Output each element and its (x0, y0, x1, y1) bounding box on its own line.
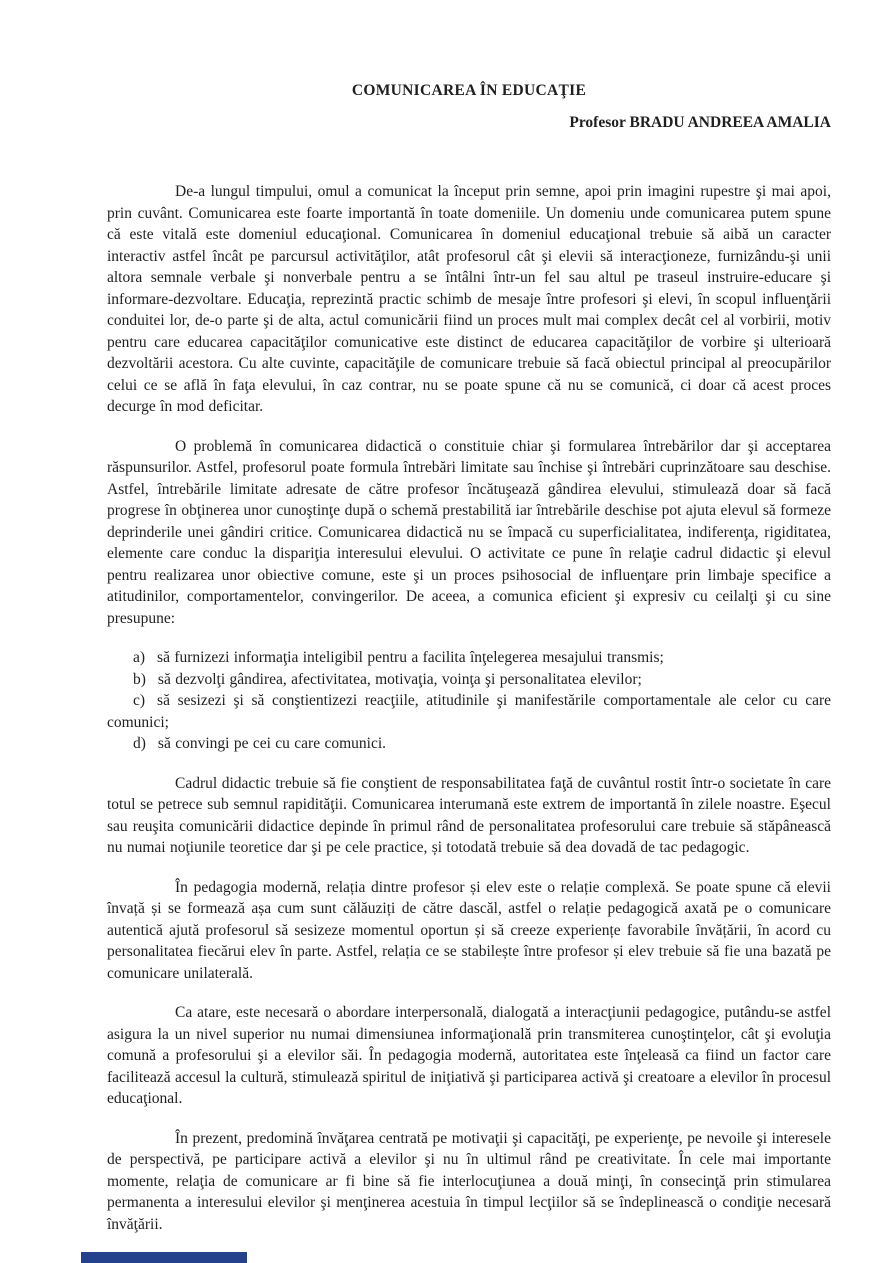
paragraph-present-learning: În prezent, predomină învăţarea centrată pe motivaţii şi capacităţi, pe experienţe, pe nevoile şi interesele de perspectivă, pe participare activă a elevilor şi nu în ultimul rând pe creativitate. În cele mai importante momente, relaţia de comunicare ar fi bine să fie interlocuţiunea a două minţi, în consecinţă prin stimularea permanenta a interesului elevilor şi menţinerea acestuia în timpul lecţiilor să se îndeplinească o condiţie necesară învăţării. (107, 1129, 831, 1233)
paragraph-interpersonal-approach: Ca atare, este necesară o abordare interpersonală, dialogată a interacţiunii pedagogice, putându-se astfel asigura la un nivel superior nu numai dimensiunea informaţională prin transmiterea cunoştinţelor, cât şi evoluţia comună a profesorului şi a elevilor săi. În pedagogia modernă, autoritatea este înţeleasă ca fiind un factor care facilitează accesul la cultură, stimulează spiritul de iniţiativă şi participarea activă şi creatoare a elevilor în procesul educaţional. (107, 1004, 831, 1107)
list-marker-c: c) (133, 692, 146, 709)
list-item-c (107, 690, 831, 733)
document-title: COMUNICAREA ÎN EDUCAŢIE (351, 82, 587, 99)
paragraph-teacher-responsibility: Cadrul didactic trebuie să fie conştient de responsabilitatea faţă de cuvântul rostit într-o societate în care totul se petrece sub semnul rapidităţii. Comunicarea interumană este extrem de importantă în zilele noastre. Eşecul sau reuşita comunicării didactice depinde în primul rând de personalitatea profesorului care trebuie să stăpânească nu numai noţiunile teoretice dar şi pe cele practice, și totodată trebuie să dea dovadă de tac pedagogic. (107, 774, 831, 856)
list-item-d (107, 733, 831, 755)
list-text-d: să convingi pe cei cu care comunici. (157, 735, 387, 752)
list-marker-b: b) (133, 670, 146, 688)
list-marker-a: a) (133, 649, 146, 666)
paragraph-intro-history: De-a lungul timpului, omul a comunicat la început prin semne, apoi prin imagini rupestre şi mai apoi, prin cuvânt. Comunicarea este foarte importantă în toate domeniile. Un domeniu unde comunicarea putem spune că este vitală este domeniul educaţional. Comunicarea în domeniul educaţional trebuie să aibă un caracter interactiv astfel încât pe parcursul activităţilor, atât profesorul cât şi elevii să interacţioneze, furnizându-şi unii altora semnale verbale şi nonverbale pentru a se întâlni într-un fel sau altul pe traseul instruire-educare şi informare-dezvoltare. Educaţia, reprezintă practic schimb de mesaje între profesori şi elevi, în scopul influenţării conduitei lor, de-o parte şi de alta, actul comunicării fiind un proces mult mai complex decât cel al vorbirii, motiv pentru care educarea capacităţilor comunicative este distinct de educarea capacităţilor de vorbire şi ulterioară dezvoltării acestora. Cu alte cuvinte, capacităţile de comunicare trebuie să facă obiectul principal al preocupărilor celui ce se află în faţa elevului, în caz contrar, nu se poate spune că nu se comunică, ci doar că acest proces decurge în mod deficitar. (107, 183, 831, 415)
paragraph-didactic-questions: O problemă în comunicarea didactică o constituie chiar şi formularea întrebărilor dar şi acceptarea răspunsurilor. Astfel, profesorul poate formula întrebări limitate sau închise şi întrebări cuprinzătoare sau deschise. Astfel, întrebările limitate adresate de către profesor încătuşează gândirea elevului, stimulează doar să facă progrese în obţinerea unor cunoştinţe după o schemă prestabilită iar întrebările deschise pot ajuta elevul să formeze deprinderile unei gândiri critice. Comunicarea didactică nu se împacă cu superficialitatea, indiferenţa, rigiditatea, elemente care conduc la dispariţia interesului elevului. O activitate ce pune în relaţie cadrul didactic şi elevul pentru realizarea unor obiective comune, este şi un proces psihosocial de influenţare prin limbaje specifice a atitudinilor, comportamentelor, convingerilor. De aceea, a comunica eficient şi expresiv cu ceilalţi şi cu sine presupune: (107, 437, 831, 627)
list-text-a: să furnizezi informaţia inteligibil pentru a facilita înţelegerea mesajului transmis; (157, 649, 664, 666)
list-item-b (107, 669, 831, 691)
list-text-b: să dezvolţi gândirea, afectivitatea, motivaţia, voinţa şi personalitatea elevilor; (157, 670, 642, 688)
list-marker-d: d) (133, 735, 146, 752)
paragraph-modern-pedagogy-relation: În pedagogia modernă, relația dintre profesor și elev este o relație complexă. Se poate spune că elevii învață și se formează așa cum sunt călăuziți de către dascăl, astfel o relație pedagogică axată pe o comunicare autentică ajută profesorul să sesizeze momentul oportun și să creeze experiențe favorabile învățării, în acord cu personalitatea fiecărui elev în parte. Astfel, relația ce se stabilește între profesor și elev trebuie să fie una bazată pe comunicare unilaterală. (107, 878, 831, 982)
enumerated-list (107, 647, 831, 755)
list-text-c: să sesizezi şi să conştientizezi reacţiile, atitudinile şi manifestările comportamentale ale celor cu care comunici; (107, 692, 831, 731)
author-byline: Profesor BRADU ANDREEA AMALIA (569, 114, 831, 131)
page-bottom-bar (81, 1252, 247, 1263)
list-item-a (107, 647, 831, 669)
